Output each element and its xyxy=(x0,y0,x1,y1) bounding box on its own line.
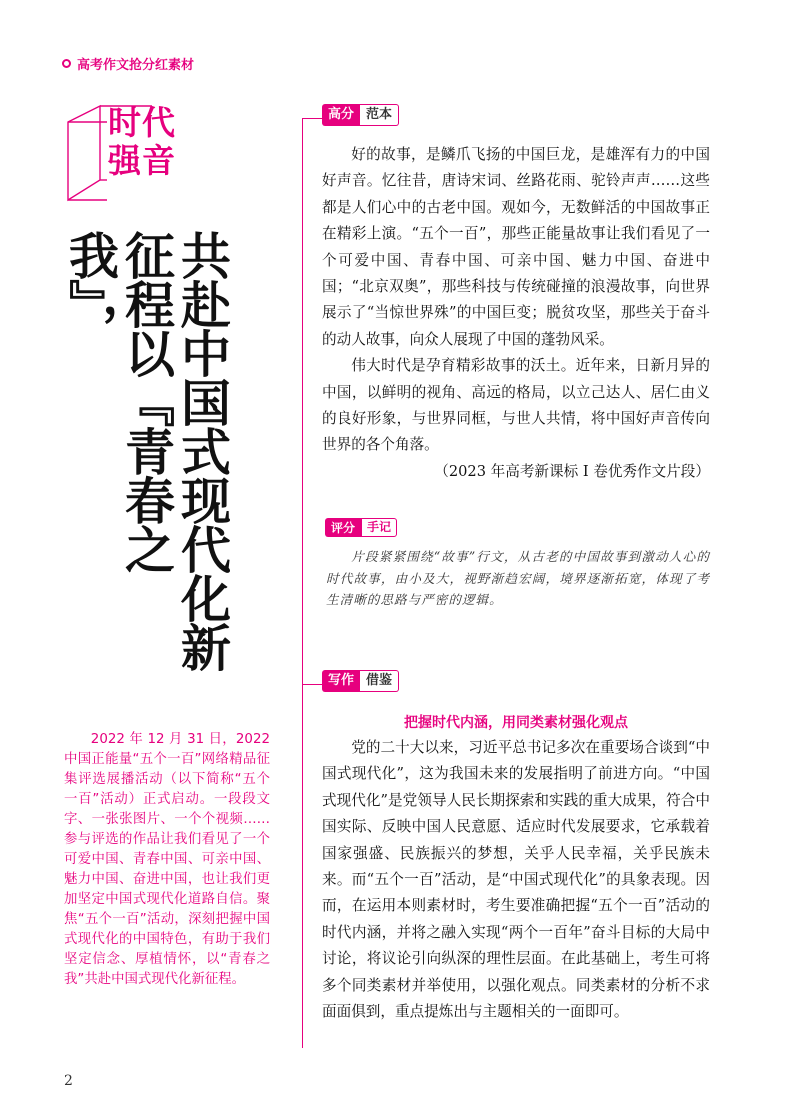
badge-line-2: 强音 xyxy=(108,141,176,180)
section-tag-writing-b: 借鉴 xyxy=(360,670,399,692)
vertical-divider xyxy=(302,118,303,1048)
badge-line-1: 时代 xyxy=(108,103,176,142)
intro-paragraph xyxy=(64,730,270,990)
page-number: 2 xyxy=(64,1073,73,1089)
writing-text: 党的二十大以来，习近平总书记多次在重要场合谈到“中国式现代化”，这为我国未来的发展指明了前进方向。“中国式现代化”是党领导人民长期探索和实践的重大成果，符合中国实际、反映中国人民意愿、适应时代发展要求，它承载着国家强盛、民族振兴的梦想，关乎人民幸福，关乎民族未来。而“五个一百”活动，是“中国式现代化”的具象表现。因而，在运用本则素材时，考生要准确把握“五个一百”活动的时代内涵，并将之融入实现“两个一百年”奋斗目标的大局中讨论，将议论引向纵深的理性层面。在此基础上，考生可将多个同类素材并举使用，以强化观点。同类素材的分析不求面面俱到，重点提炼出与主题相关的一面即可。 xyxy=(322,739,710,1021)
review-text: 片段紧紧围绕“故事”行文，从古老的中国故事到激动人心的时代故事，由小及大，视野渐趋宏阔，境界逐渐拓宽，体现了考生清晰的思路与严密的逻辑。 xyxy=(326,549,710,607)
header-text: 高考作文抢分红素材 xyxy=(77,58,195,73)
model-paragraph-2: 伟大时代是孕育精彩故事的沃土。近年来，日新月异的中国，以鲜明的视角、高远的格局，以立己达人、居仁由义的良好形象，与世界同框，与世人共情，将中国好声音传向世界的各个角落。 xyxy=(322,357,710,454)
page-header xyxy=(62,54,194,73)
section-tag-review xyxy=(325,518,397,537)
model-source: （2023 年高考新课标 I 卷优秀作文片段） xyxy=(434,462,710,480)
divider-cap-mid xyxy=(302,684,322,685)
section-tag-model-b: 范本 xyxy=(360,104,399,126)
main-title: 共赴中国式现代化新征程以『青春之我』， xyxy=(61,230,231,671)
writing-subheading: 把握时代内涵，用同类素材强化观点 xyxy=(404,715,628,731)
badge-title xyxy=(108,104,188,180)
section-tag-model xyxy=(322,104,399,126)
review-note xyxy=(326,546,710,611)
section-tag-review-b: 手记 xyxy=(361,518,397,537)
header-bullet-icon xyxy=(62,59,71,68)
divider-cap-top xyxy=(302,118,322,119)
section-tag-writing xyxy=(322,670,399,692)
intro-text: 2022 年 12 月 31 日，2022 中国正能量“五个一百”网络精品征集评选展播活动（以下简称“五个一百”活动）正式启动。一段段文字、一张张图片、一个个视频……参与评选的作品让我们看见了一个可爱中国、青春中国、可亲中国、魅力中国、奋进中国，也让我们更加坚定中国式现代化道路自信。聚焦“五个一百”活动，深刻把握中国式现代化的中国特色，有助于我们坚定信念、厚植情怀，以“青春之我”共赴中国式现代化新征程。 xyxy=(64,732,270,987)
writing-body xyxy=(322,735,710,1025)
section-tag-writing-a: 写作 xyxy=(322,670,362,692)
section-tag-review-a: 评分 xyxy=(325,518,361,537)
section-tag-model-a: 高分 xyxy=(322,104,362,126)
main-title-wrap xyxy=(62,230,232,690)
model-paragraph-1: 好的故事，是鳞爪飞扬的中国巨龙，是雄浑有力的中国好声音。忆往昔，唐诗宋词、丝路花雨、驼铃声声……这些都是人们心中的古老中国。观如今，无数鲜活的中国故事正在精彩上演。“五个一百”，那些正能量故事让我们看见了一个可爱中国、青春中国、可亲中国、魅力中国、奋进中国；“北京双奥”，那些科技与传统碰撞的浪漫故事，向世界展示了“当惊世界殊”的中国巨变；脱贫攻坚，那些关于奋斗的动人故事，向众人展现了中国的蓬勃风采。 xyxy=(322,146,710,348)
model-essay xyxy=(322,142,710,485)
